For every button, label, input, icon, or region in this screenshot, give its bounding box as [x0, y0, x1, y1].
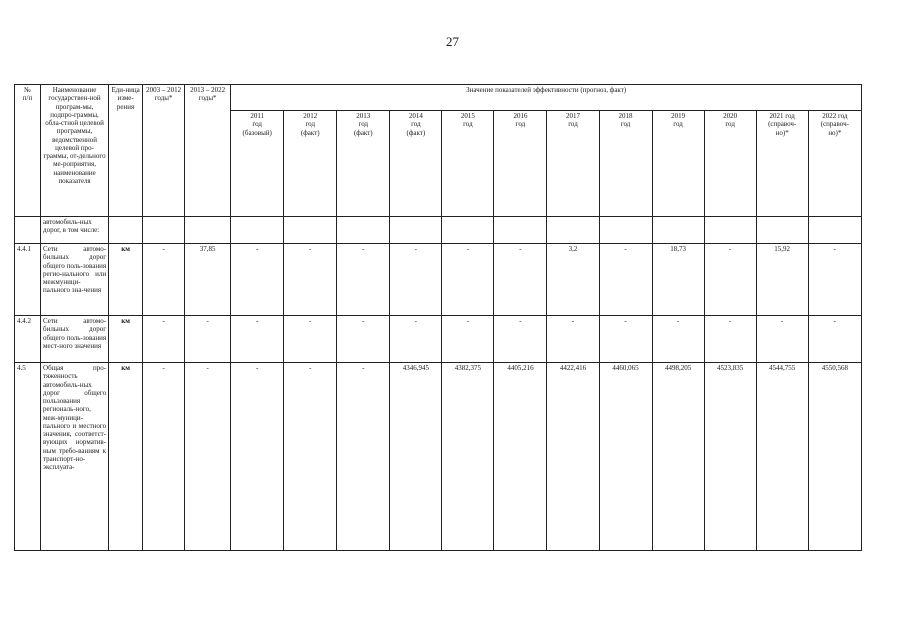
- header-name: Наименование государствен-ной програм-мы, подпро-граммы, обла-стной целевой программы, ведомственной целевой про-граммы, от-дельного ме-роприятия, наименование показателя: [41, 85, 109, 217]
- row-value: 4346,945: [390, 363, 442, 551]
- row-value: [442, 217, 494, 244]
- row-unit: км: [109, 363, 143, 551]
- row-value: 4523,835: [704, 363, 756, 551]
- row-value: [284, 217, 337, 244]
- table-row: [15, 217, 862, 244]
- row-value: 4544,755: [756, 363, 808, 551]
- row-value: [547, 217, 599, 244]
- year-header: 2017 год: [547, 111, 599, 217]
- row-value: 4382,375: [442, 363, 494, 551]
- header-num: № п/п: [15, 85, 41, 217]
- row-value: 4405,216: [494, 363, 547, 551]
- row-num: [15, 217, 41, 244]
- year-header: 2019 год: [652, 111, 704, 217]
- table-row: [15, 316, 862, 363]
- row-value: [337, 217, 390, 244]
- row-value: -: [231, 316, 284, 363]
- year-header: 2011 год (базовый): [231, 111, 284, 217]
- row-value: -: [547, 316, 599, 363]
- page-number: 27: [446, 34, 459, 49]
- row-name: Сети автомо-бильных дорог общего поль-зования мест-ного значения: [41, 316, 109, 363]
- row-value: -: [599, 244, 652, 316]
- row-num: 4.4.1: [15, 244, 41, 316]
- row-value: -: [652, 316, 704, 363]
- row-value: -: [337, 316, 390, 363]
- row-value: 4550,568: [808, 363, 861, 551]
- row-value: -: [231, 244, 284, 316]
- row-value: -: [337, 244, 390, 316]
- row-value: [599, 217, 652, 244]
- row-value: -: [231, 363, 284, 551]
- header-period-2013: 2013 – 2022 годы*: [185, 85, 231, 217]
- year-header: 2022 год (справоч- но)*: [808, 111, 861, 217]
- row-value: [652, 217, 704, 244]
- row-value: -: [284, 363, 337, 551]
- row-value: -: [442, 316, 494, 363]
- year-header: 2016 год: [494, 111, 547, 217]
- row-name: автомобиль-ных дорог, в том числе:: [41, 217, 109, 244]
- row-value: -: [756, 316, 808, 363]
- year-header: 2020 год: [704, 111, 756, 217]
- year-header: 2013 год (факт): [337, 111, 390, 217]
- row-name: Сети автомо-бильных дорог общего поль-зования регио-нального или межмуници-пального зна-чения: [41, 244, 109, 316]
- header-group: Значение показателей эффективности (прогноз, факт): [231, 85, 862, 111]
- row-value: -: [704, 316, 756, 363]
- row-unit: [109, 217, 143, 244]
- row-value: [390, 217, 442, 244]
- row-num: 4.5: [15, 363, 41, 551]
- row-value: 15,92: [756, 244, 808, 316]
- row-p2013: 37,85: [185, 244, 231, 316]
- row-value: -: [442, 244, 494, 316]
- year-header: 2018 год: [599, 111, 652, 217]
- row-value: -: [337, 363, 390, 551]
- row-value: -: [390, 244, 442, 316]
- row-value: -: [494, 316, 547, 363]
- row-value: [494, 217, 547, 244]
- row-value: -: [284, 244, 337, 316]
- row-value: -: [599, 316, 652, 363]
- row-p2003: -: [143, 316, 185, 363]
- row-name: Общая про-тяженность автомобиль-ных дорог общего пользования региональ-ного, меж-муници-пального и местного значения, соответст-вующих норматив-ным требо-ваниям к транспорт-но-эксплуата-: [41, 363, 109, 551]
- row-p2003: -: [143, 244, 185, 316]
- indicators-table: [14, 84, 862, 551]
- header-period-2003: 2003 – 2012 годы*: [143, 85, 185, 217]
- row-value: -: [808, 244, 861, 316]
- row-value: [756, 217, 808, 244]
- row-value: 4460,065: [599, 363, 652, 551]
- row-unit: км: [109, 316, 143, 363]
- row-p2013: [185, 217, 231, 244]
- row-value: 4422,416: [547, 363, 599, 551]
- row-unit: км: [109, 244, 143, 316]
- year-header: 2014 год (факт): [390, 111, 442, 217]
- row-value: [231, 217, 284, 244]
- row-value: -: [494, 244, 547, 316]
- year-header: 2015 год: [442, 111, 494, 217]
- row-p2013: -: [185, 316, 231, 363]
- row-num: 4.4.2: [15, 316, 41, 363]
- row-value: [704, 217, 756, 244]
- row-value: -: [704, 244, 756, 316]
- row-p2013: -: [185, 363, 231, 551]
- table-row: [15, 244, 862, 316]
- year-header: 2012 год (факт): [284, 111, 337, 217]
- row-p2003: [143, 217, 185, 244]
- header-unit: Еди-ница изме-рения: [109, 85, 143, 217]
- table-row: [15, 363, 862, 551]
- row-value: [808, 217, 861, 244]
- header-row: [15, 85, 862, 111]
- row-value: -: [808, 316, 861, 363]
- row-value: -: [390, 316, 442, 363]
- row-value: 4498,205: [652, 363, 704, 551]
- year-header: 2021 год (справоч- но)*: [756, 111, 808, 217]
- row-value: 3,2: [547, 244, 599, 316]
- row-value: 18,73: [652, 244, 704, 316]
- row-p2003: -: [143, 363, 185, 551]
- row-value: -: [284, 316, 337, 363]
